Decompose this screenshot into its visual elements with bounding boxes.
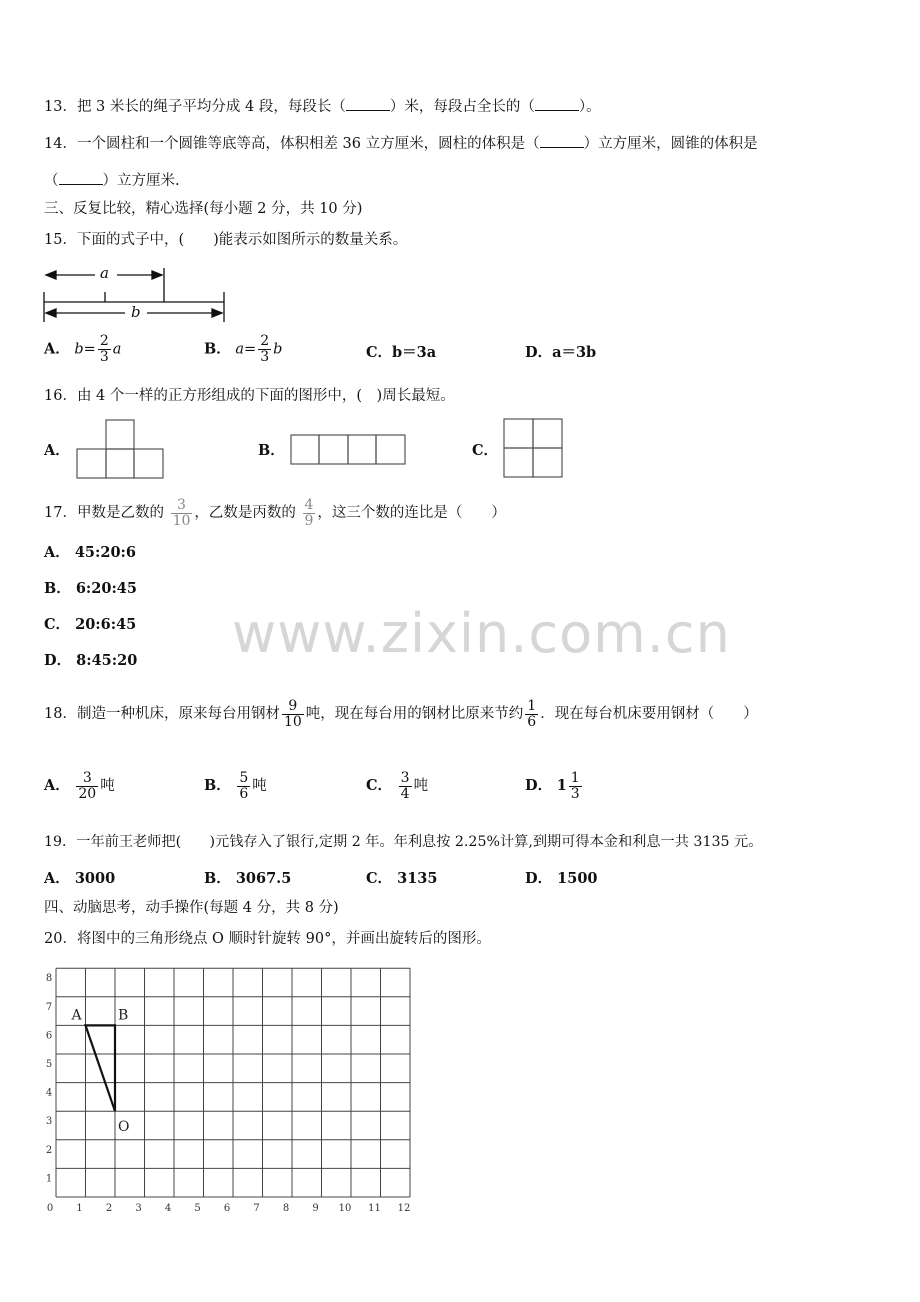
x-tick-label: 7 (253, 1203, 260, 1214)
fraction: $\frac{9}{10}$ (283, 697, 302, 730)
question-18: 18．制造一种机床，原来每台用钢材 $\frac{9}{10}$ 吨，现在每台用的钢材比原来节约 $\frac{1}{6}$ ．现在每台机床要用钢材（ ） (44, 697, 758, 730)
question-15: 15．下面的式子中，( )能表示如图所示的数量关系。 (44, 232, 408, 248)
y-tick-label: 5 (45, 1059, 53, 1070)
y-tick-label: 6 (45, 1030, 53, 1042)
question-17: 17．甲数是乙数的 $\frac{3}{10}$ ，乙数是丙数的 $\frac{4}{9}$ ，这三个数的连比是（ ） (44, 496, 506, 529)
y-tick-label: 1 (45, 1173, 53, 1185)
q16-option-c[interactable]: C． (472, 442, 499, 459)
section-heading-4: 四、动脑思考，动手操作(每题 4 分，共 8 分) (44, 900, 339, 916)
q17-option-d[interactable]: D． 8:45:20 (44, 652, 138, 669)
y-tick-label: 4 (45, 1087, 53, 1099)
q19-option-c[interactable]: C． 3135 (366, 870, 438, 887)
q18-option-b[interactable]: B． $\frac{5}{6}$ 吨 (204, 769, 267, 802)
q15-option-b[interactable]: B． a= $\frac{2}{3}$ b (204, 333, 283, 365)
q19-option-d[interactable]: D． 1500 (525, 870, 598, 887)
question-number: 20． (44, 931, 77, 947)
x-tick-label: 6 (223, 1203, 231, 1214)
q19-option-a[interactable]: A． 3000 (44, 870, 116, 887)
x-tick-label: 10 (338, 1203, 352, 1214)
q15-option-a[interactable]: A． b= $\frac{2}{3}$ a (44, 333, 122, 365)
question-number: 19． (44, 834, 77, 850)
x-tick-label: 3 (135, 1203, 142, 1214)
fraction: $\frac{1}{6}$ (527, 697, 537, 730)
point-label-a: A (71, 1007, 82, 1024)
q18-option-d[interactable]: D． 1 $\frac{1}{3}$ (525, 769, 580, 802)
fraction: $\frac{4}{9}$ (304, 496, 314, 529)
point-label-o: O (118, 1119, 130, 1136)
x-tick-label: 8 (282, 1203, 290, 1214)
diagram-label-a: a (100, 264, 109, 282)
y-tick-label: 7 (45, 1001, 53, 1013)
question-number: 17． (44, 505, 77, 521)
point-label-b: B (118, 1007, 129, 1024)
q17-option-c[interactable]: C． 20:6:45 (44, 616, 137, 633)
q18-option-a[interactable]: A． $\frac{3}{20}$ 吨 (44, 769, 115, 802)
question-14: 14．一个圆柱和一个圆锥等底等高，体积相差 36 立方厘米，圆柱的体积是（ ）立方厘米，圆锥的体积是 (44, 133, 758, 154)
x-tick-label: 5 (194, 1203, 201, 1214)
q16-option-a[interactable]: A． (44, 442, 70, 459)
question-number: 18． (44, 706, 77, 722)
x-tick-label: 4 (164, 1203, 172, 1214)
q17-option-a[interactable]: A． 45:20:6 (44, 544, 136, 561)
diagram-label-b: b (131, 303, 141, 321)
x-tick-label: 12 (397, 1203, 411, 1214)
q17-option-b[interactable]: B． 6:20:45 (44, 580, 137, 597)
question-20: 20．将图中的三角形绕点 O 顺时针旋转 90°，并画出旋转后的图形。 (44, 931, 491, 947)
x-tick-label: 2 (105, 1203, 113, 1214)
q19-option-b[interactable]: B． 3067.5 (204, 870, 292, 887)
question-13: 13．把 3 米长的绳子平均分成 4 段，每段长（ ）米，每段占全长的（ ）。 (44, 96, 601, 117)
x-tick-label: 9 (312, 1203, 319, 1214)
q18-option-c[interactable]: C． $\frac{3}{4}$ 吨 (366, 769, 429, 802)
question-number: 14． (44, 136, 77, 152)
triangle-abo (86, 1025, 116, 1111)
question-14-continued: （ ）立方厘米. (44, 170, 180, 191)
y-tick-label: 8 (45, 973, 53, 985)
x-tick-label: 11 (368, 1203, 381, 1214)
question-16: 16．由 4 个一样的正方形组成的下面的图形中，( )周长最短。 (44, 388, 455, 404)
q15-option-c[interactable]: C．b＝3a (366, 344, 437, 361)
y-tick-label: 3 (45, 1116, 53, 1128)
y-tick-label: 2 (45, 1144, 53, 1156)
x-tick-label: 0 (46, 1203, 54, 1214)
question-number: 15． (44, 232, 77, 248)
fraction: $\frac{3}{10}$ (172, 496, 191, 529)
q16-option-b[interactable]: B． (258, 442, 285, 459)
question-number: 13． (44, 99, 77, 115)
question-19: 19．一年前王老师把( )元钱存入了银行,定期 2 年。年利息按 2.25%计算,到期可得本金和利息一共 3135 元。 (44, 834, 763, 850)
section-heading-3: 三、反复比较，精心选择(每小题 2 分，共 10 分) (44, 201, 363, 217)
q15-option-d[interactable]: D．a＝3b (525, 344, 597, 361)
watermark: www.zixin.com.cn (232, 602, 731, 665)
x-tick-label: 1 (76, 1203, 83, 1214)
question-number: 16． (44, 388, 77, 404)
